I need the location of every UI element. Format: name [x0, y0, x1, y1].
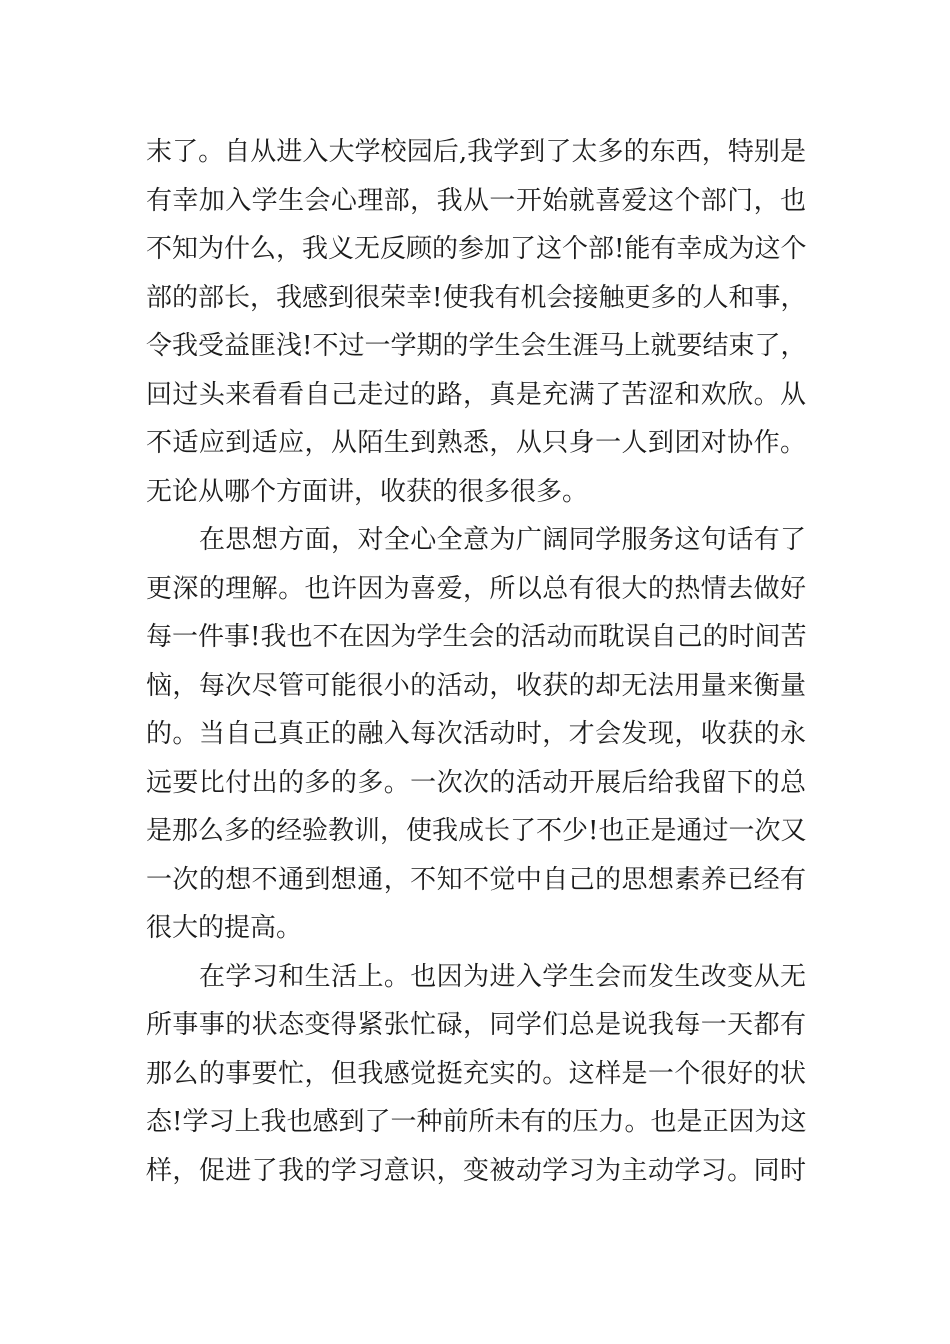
text-line: 在思想方面，对全心全意为广阔同学服务这句话有了 — [199, 525, 806, 555]
text-line: 无论从哪个方面讲，收获的很多很多。 — [146, 476, 589, 507]
text-line: 那么的事要忙，但我感觉挺充实的。这样是一个很好的状 — [146, 1058, 806, 1089]
paragraph-1 — [146, 128, 806, 516]
text-line: 不适应到适应，从陌生到熟悉，从只身一人到团对协作。 — [146, 428, 806, 458]
text-line: 回过头来看看自己走过的路，真是充满了苦涩和欢欣。从 — [146, 379, 806, 410]
text-line: 样，促进了我的学习意识，变被动学习为主动学习。同时 — [146, 1155, 806, 1186]
text-line: 的。当自己真正的融入每次活动时，才会发现，收获的永 — [146, 719, 806, 749]
paragraph-2 — [146, 516, 806, 953]
text-line: 有幸加入学生会心理部，我从一开始就喜爱这个部门，也 — [146, 185, 806, 216]
text-line: 不知为什么，我义无反顾的参加了这个部!能有幸成为这个 — [146, 234, 807, 264]
text-line: 部的部长，我感到很荣幸!使我有机会接触更多的人和事， — [146, 282, 807, 313]
text-line: 每一件事!我也不在因为学生会的活动而耽误自己的时间苦 — [146, 622, 807, 652]
document-body — [146, 128, 806, 1195]
text-line: 所事事的状态变得紧张忙碌，同学们总是说我每一天都有 — [146, 1010, 806, 1040]
text-line: 一次的想不通到想通，不知不觉中自己的思想素养已经有 — [146, 864, 806, 895]
text-line: 态!学习上我也感到了一种前所未有的压力。也是正因为这 — [146, 1107, 807, 1137]
paragraph-3 — [146, 953, 806, 1196]
text-line: 是那么多的经验教训，使我成长了不少!也正是通过一次又 — [146, 816, 807, 846]
text-line: 恼，每次尽管可能很小的活动，收获的却无法用量来衡量 — [146, 670, 806, 701]
text-line: 很大的提高。 — [146, 913, 303, 943]
text-line: 远要比付出的多的多。一次次的活动开展后给我留下的总 — [146, 767, 806, 798]
text-line: 令我受益匪浅!不过一学期的学生会生涯马上就要结束了， — [146, 331, 807, 361]
text-line: 更深的理解。也许因为喜爱，所以总有很大的热情去做好 — [146, 573, 806, 604]
text-line: 在学习和生活上。也因为进入学生会而发生改变从无 — [199, 961, 806, 992]
text-line: 末了。自从进入大学校园后,我学到了太多的东西，特别是 — [146, 137, 806, 167]
